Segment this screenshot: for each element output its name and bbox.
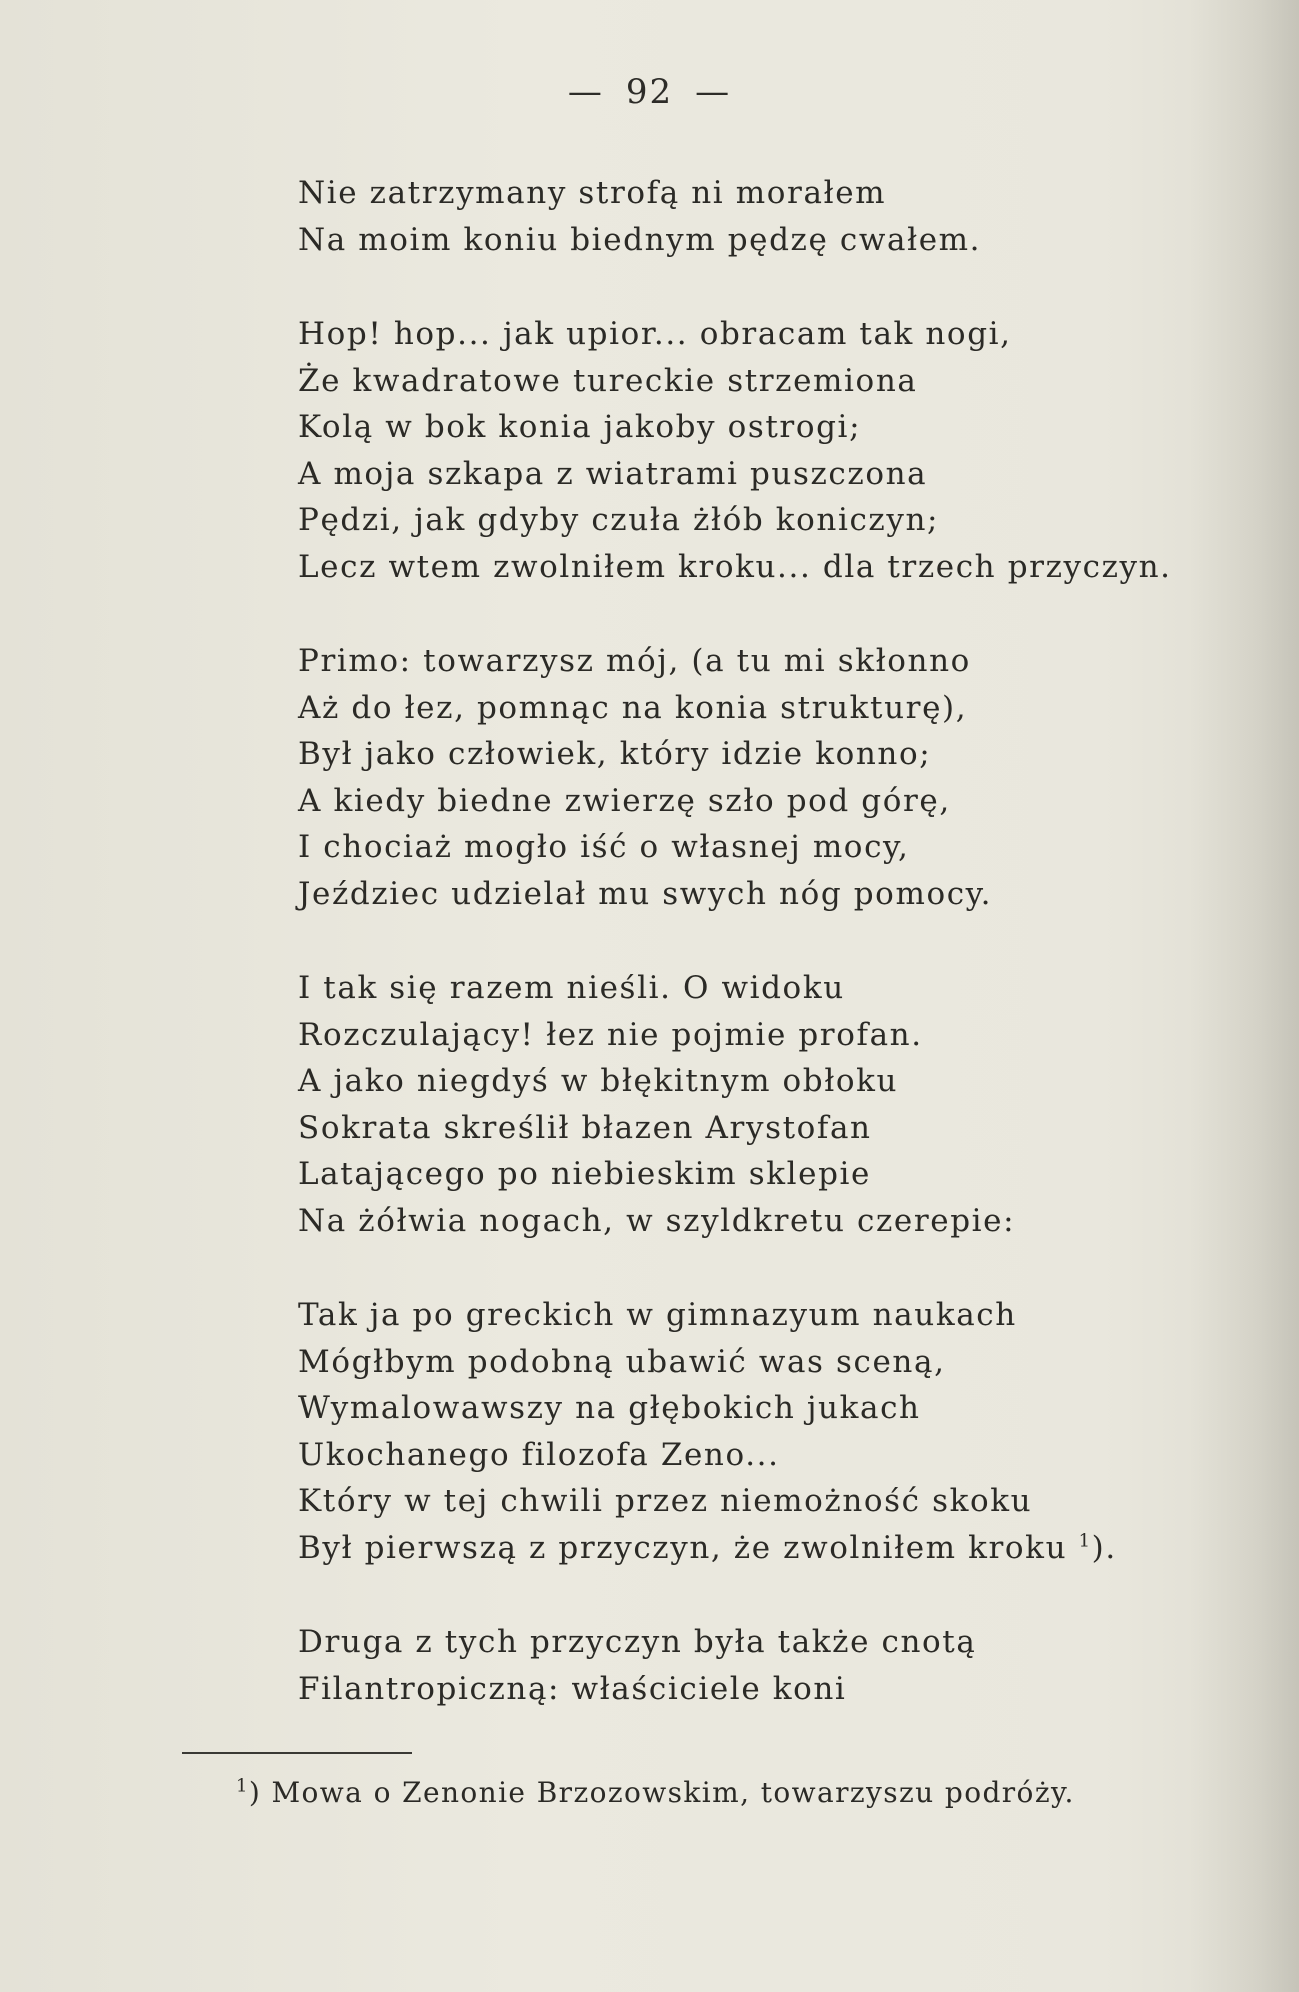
verse-line: Sokrata skreślił błazen Arystofan <box>298 1109 872 1146</box>
stanza-6 <box>298 1619 1198 1712</box>
verse-line: Aż do łez, pomnąc na konia strukturę), <box>298 689 968 726</box>
page-number: 92 <box>625 72 674 112</box>
stanza-5 <box>298 1292 1198 1571</box>
verse-line: I tak się razem nieśli. O widoku <box>298 970 845 1006</box>
folio-dash-left: — <box>567 72 604 112</box>
verse-line: Latającego po niebieskim sklepie <box>298 1156 871 1192</box>
page-edge-shadow <box>1189 0 1299 1992</box>
stanza-4 <box>298 965 1198 1244</box>
verse-line: Hop! hop... jak upior... obracam tak nogi, <box>298 316 1012 352</box>
stanza-2 <box>298 311 1198 590</box>
footnote <box>236 1776 1075 1809</box>
footnote-divider <box>182 1752 412 1754</box>
verse-line: Mógłbym podobną ubawić was sceną, <box>298 1343 946 1380</box>
verse-line: Filantropiczną: właściciele koni <box>298 1670 847 1707</box>
verse-line: Druga z tych przyczyn była także cnotą <box>298 1624 977 1660</box>
verse-line: A kiedy biedne zwierzę szło pod górę, <box>298 782 951 819</box>
verse-line: Ukochanego filozofa Zeno... <box>298 1436 780 1473</box>
verse-line: Jeździec udzielał mu swych nóg pomocy. <box>298 875 993 912</box>
closing-punctuation: ). <box>1091 1529 1117 1566</box>
verse-line: Że kwadratowe tureckie strzemiona <box>298 362 918 399</box>
footnote-text: ) Mowa o Zenonie Brzozowskim, towarzyszu podróży. <box>248 1776 1075 1809</box>
verse-line: Primo: towarzysz mój, (a tu mi skłonno <box>298 643 971 679</box>
verse-line: A moja szkapa z wiatrami puszczona <box>298 455 928 492</box>
verse-line: Nie zatrzymany strofą ni morałem <box>298 175 887 211</box>
verse-line: Który w tej chwili przez niemożność skoku <box>298 1483 1033 1519</box>
stanza-1 <box>298 170 1198 263</box>
footnote-marker: 1 <box>236 1775 249 1797</box>
verse-line: Lecz wtem zwolniłem kroku... dla trzech przyczyn. <box>298 548 1172 585</box>
folio-dash-right: — <box>695 72 732 112</box>
verse-line-text: Był pierwszą z przyczyn, że zwolniłem kroku <box>298 1529 1068 1566</box>
verse-line: Tak ja po greckich w gimnazyum naukach <box>298 1297 1017 1333</box>
verse-line: Na żółwia nogach, w szyldkretu czerepie: <box>298 1202 1016 1239</box>
verse-line: Wymalowawszy na głębokich jukach <box>298 1390 921 1426</box>
verse-line: Rozczulający! łez nie pojmie profan. <box>298 1016 923 1053</box>
stanza-3 <box>298 638 1198 917</box>
page-number-header <box>0 72 1299 112</box>
verse-line: Pędzi, jak gdyby czuła żłób koniczyn; <box>298 502 940 538</box>
verse-line: I chociaż mogło iść o własnej mocy, <box>298 829 910 865</box>
poem-body <box>298 170 1198 1760</box>
verse-line: Na moim koniu biednym pędzę cwałem. <box>298 221 982 258</box>
verse-line: Kolą w bok konia jakoby ostrogi; <box>298 409 862 445</box>
verse-line-with-footnote <box>298 1525 1198 1572</box>
footnote-reference[interactable]: 1 <box>1078 1530 1092 1552</box>
verse-line: A jako niegdyś w błękitnym obłoku <box>298 1063 899 1099</box>
verse-line: Był jako człowiek, który idzie konno; <box>298 736 932 772</box>
